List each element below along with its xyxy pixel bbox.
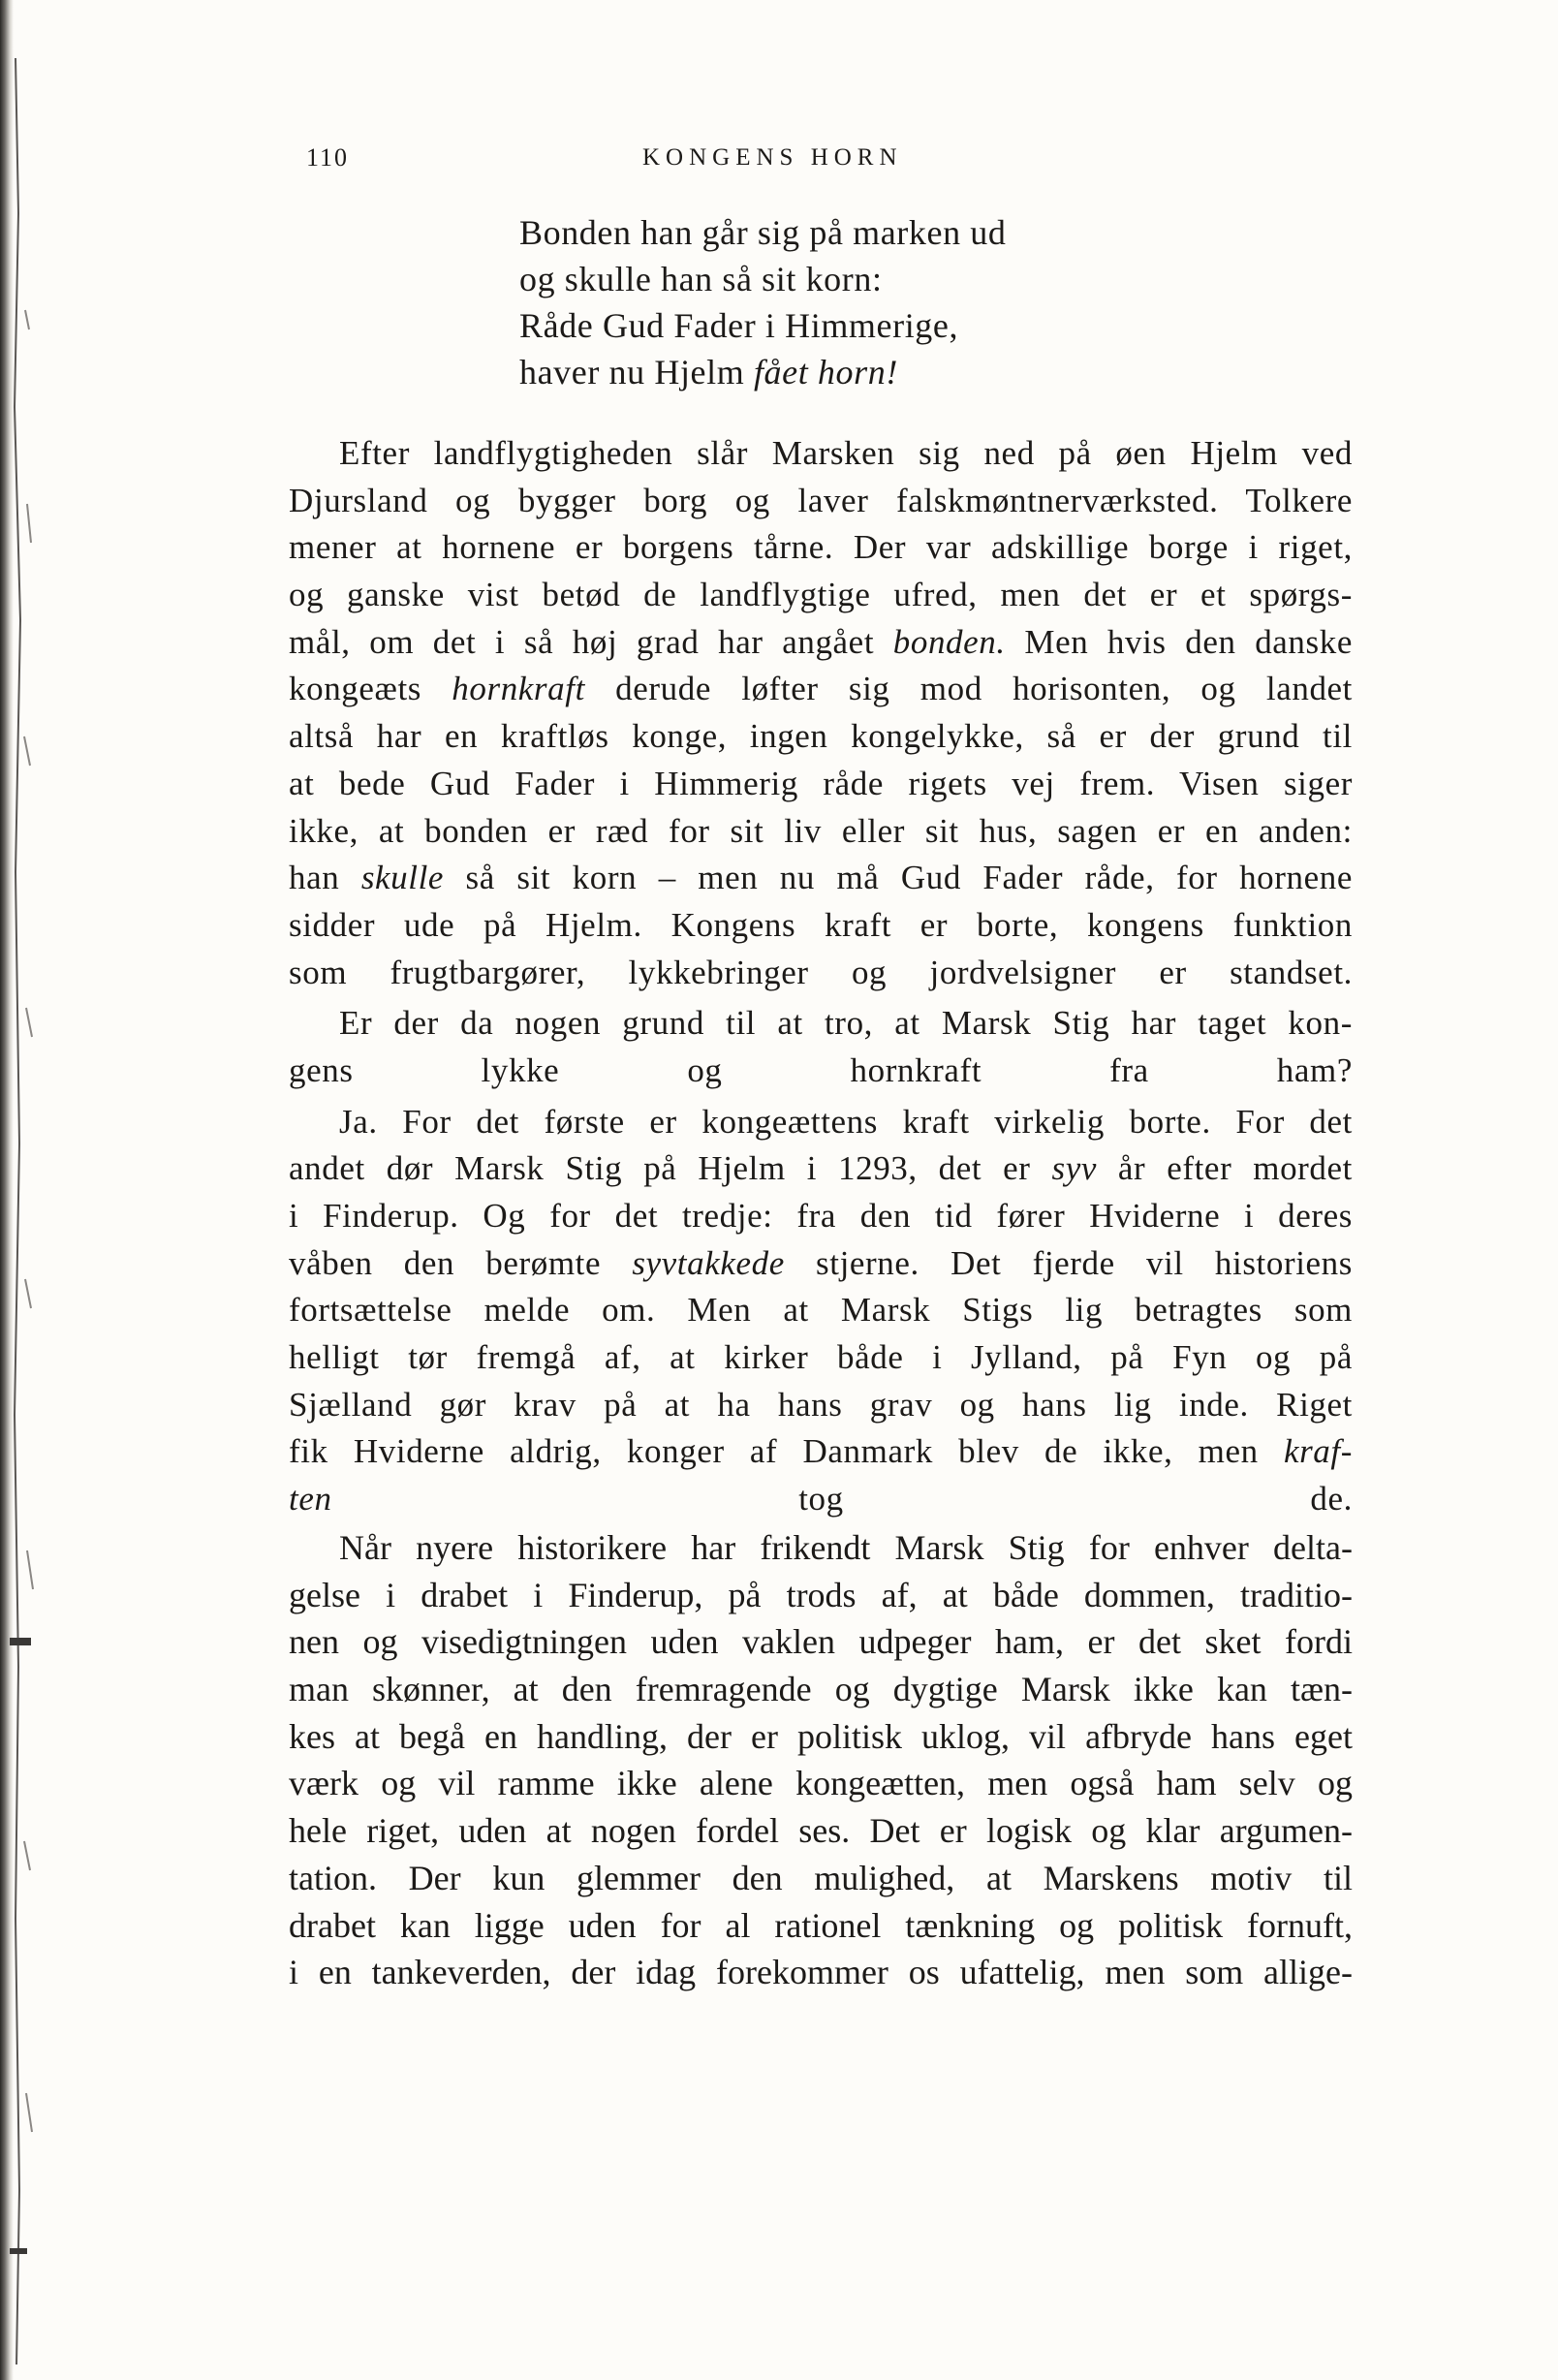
text-line: Efter landflygtigheden slår Marsken sig ned på øen Hjelm ved xyxy=(339,434,1353,472)
text-line: som frugtbargører, lykkebringer og jordvelsigner er standset. xyxy=(289,953,1353,991)
text-line: Sjælland gør krav på at ha hans grav og hans lig inde. Riget xyxy=(289,1385,1353,1424)
text-line: at bede Gud Fader i Himmerig råde rigets vej frem. Visen siger xyxy=(289,764,1353,802)
text-line xyxy=(289,666,1353,713)
text-line: kes at begå en handling, der er politisk uklog, vil afbryde hans eget xyxy=(289,1716,1353,1756)
text-segment: våben den berømte xyxy=(289,1243,633,1282)
text-segment: så sit korn – men nu må Gud Fader råde, for hornene xyxy=(444,859,1354,897)
italic-word: skulle xyxy=(360,859,445,897)
text-segment: derude løfter sig mod horisonten, og landet xyxy=(584,670,1353,708)
text-line xyxy=(289,1145,1353,1193)
text-line xyxy=(289,619,1353,667)
paragraph-2 xyxy=(289,1000,1353,1094)
text-line: mener at hornene er borgens tårne. Der var adskillige borge i riget, xyxy=(289,528,1353,567)
paragraph-3 xyxy=(289,1099,1353,1523)
verse-line: og skulle han så sit korn: xyxy=(519,260,883,298)
text-segment: andet dør Marsk Stig på Hjelm i 1293, det er xyxy=(289,1149,1052,1188)
verse-line xyxy=(519,349,1353,395)
text-line: hele riget, uden at nogen fordel ses. Det er logisk og klar argumen- xyxy=(289,1811,1353,1851)
paragraph-4 xyxy=(289,1524,1353,1996)
text-line: drabet kan ligge uden for al rationel tænkning og politisk fornuft, xyxy=(289,1905,1353,1945)
body-text-upper xyxy=(289,430,1353,1523)
text-line: sidder ude på Hjelm. Kongens kraft er borte, kongens funktion xyxy=(289,905,1353,944)
text-line xyxy=(289,1428,1353,1476)
text-line: ikke, at bonden er ræd for sit liv eller sit hus, sagen er en anden: xyxy=(289,811,1353,850)
running-title: KONGENS HORN xyxy=(642,144,903,171)
text-line xyxy=(289,855,1353,902)
binding-shadow-marks xyxy=(10,0,39,2380)
text-line: i en tankeverden, der idag forekommer os ufattelig, men som allige- xyxy=(289,1953,1353,1992)
text-line: gens lykke og hornkraft fra ham? xyxy=(289,1050,1353,1089)
text-line: fortsættelse melde om. Men at Marsk Stigs lig betragtes som xyxy=(289,1291,1353,1330)
text-line: nen og visedigtningen uden vaklen udpeger ham, er det sket fordi xyxy=(289,1622,1353,1662)
paragraph-1 xyxy=(289,430,1353,996)
italic-word: syv xyxy=(1051,1149,1097,1188)
verse-line: Råde Gud Fader i Himmerige, xyxy=(519,306,959,345)
text-line: værk og vil ramme ikke alene kongeætten, men også ham selv og xyxy=(289,1764,1353,1803)
italic-word: ten xyxy=(289,1480,332,1519)
verse-line-text: haver nu Hjelm xyxy=(519,353,754,391)
verse-line: Bonden han går sig på marken ud xyxy=(519,213,1007,252)
italic-word: bonden. xyxy=(892,622,1006,661)
text-line: helligt tør fremgå af, at kirker både i Jylland, på Fyn og på xyxy=(289,1338,1353,1377)
italic-word: hornkraft xyxy=(452,670,585,708)
text-line: tation. Der kun glemmer den mulighed, at Marskens motiv til xyxy=(289,1858,1353,1897)
text-line xyxy=(289,1240,1353,1288)
text-segment: år efter mordet xyxy=(1096,1149,1353,1188)
italic-word: kraf- xyxy=(1283,1432,1353,1471)
text-line: Djursland og bygger borg og laver falskmøntnerværksted. Tolkere xyxy=(289,481,1353,519)
text-line: altså har en kraftløs konge, ingen kongelykke, så er der grund til xyxy=(289,717,1353,756)
page-number: 110 xyxy=(306,143,350,172)
text-segment: mål, om det i så høj grad har angået xyxy=(289,622,893,661)
text-segment: tog de. xyxy=(798,1480,1353,1519)
text-segment: Men hvis den danske xyxy=(1005,622,1353,661)
text-segment: kongeæts xyxy=(289,670,452,708)
text-segment: fik Hviderne aldrig, konger af Danmark blev de ikke, men xyxy=(289,1432,1284,1471)
text-line: man skønner, at den fremragende og dygtige Marsk ikke kan tæn- xyxy=(289,1670,1353,1709)
text-line xyxy=(289,1476,1353,1523)
verse-quote xyxy=(519,209,1353,395)
text-line: i Finderup. Og for det tredje: fra den tid fører Hviderne i deres xyxy=(289,1197,1353,1235)
text-segment: han xyxy=(289,859,361,897)
text-line: og ganske vist betød de landflygtige ufred, men det er et spørgs- xyxy=(289,576,1353,614)
text-line: Er der da nogen grund til at tro, at Marsk Stig har taget kon- xyxy=(339,1004,1353,1043)
italic-word: syvtakkede xyxy=(632,1243,785,1282)
text-segment: stjerne. Det fjerde vil historiens xyxy=(784,1243,1353,1282)
text-line: Når nyere historikere har frikendt Marsk Stig for enhver delta- xyxy=(339,1528,1353,1567)
page-header xyxy=(0,134,1558,182)
verse-italic-phrase: fået horn! xyxy=(753,353,898,391)
text-line: Ja. For det første er kongeættens kraft virkelig borte. For det xyxy=(339,1102,1353,1141)
body-text-lower xyxy=(289,1524,1353,1996)
text-line: gelse i drabet i Finderup, på trods af, at både dommen, traditio- xyxy=(289,1575,1353,1614)
